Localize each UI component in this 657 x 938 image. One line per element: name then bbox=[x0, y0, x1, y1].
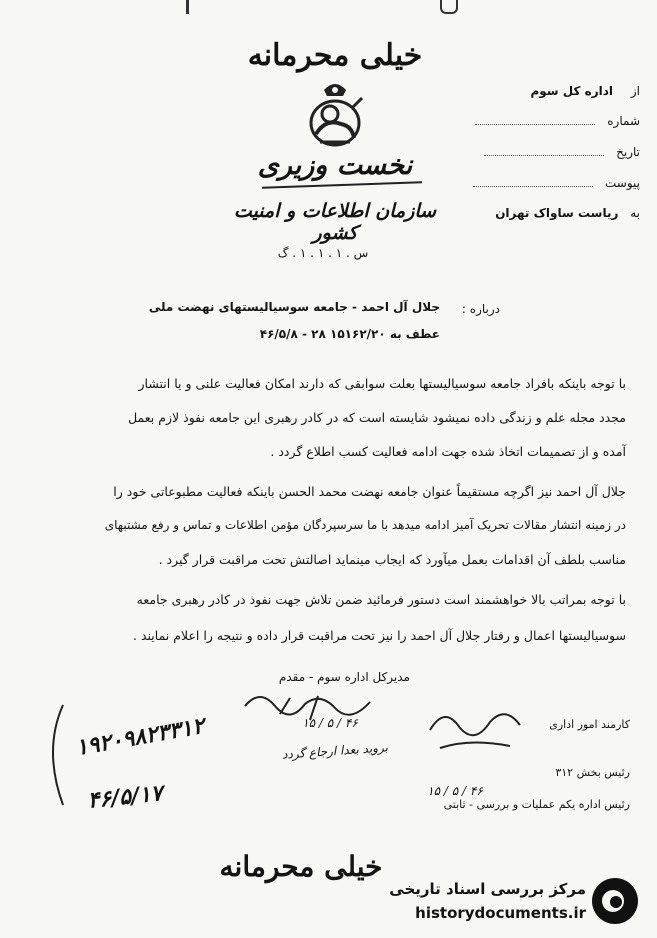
reference-code: س . ۱ . ۱ . ۱ . گ bbox=[277, 246, 369, 260]
edge-mark bbox=[186, 0, 189, 14]
subject-line-2: عطف به ۱۵۱۶۲/۲۰ ۲۸ - ۴۶/۵/۸ bbox=[259, 327, 440, 341]
secretary-title: کارمند امور اداری bbox=[549, 718, 630, 731]
secretary-signature-scribble bbox=[420, 700, 530, 760]
header-field-to bbox=[440, 206, 640, 220]
header-field-attachment bbox=[450, 176, 640, 190]
field-label: پیوست bbox=[605, 176, 640, 190]
lion-and-sun-emblem bbox=[296, 78, 374, 150]
subject-line-1: جلال آل احمد - جامعه سوسیالیستهای نهضت ملی bbox=[148, 300, 440, 314]
field-label: شماره bbox=[607, 114, 640, 128]
director-date: ۱۵ / ۵ / ۴۶ bbox=[302, 716, 358, 730]
body-line: سوسیالیستها اعمال و رفتار جلال آل احمد را نیز تحت مراقبت قرار داده و نتیجه را اعلام نمایند . bbox=[133, 628, 626, 643]
director-signature-title: مدیرکل اداره سوم - مقدم bbox=[278, 670, 410, 684]
body-line: مجدد مجله علم و زندگی داده نمیشود شایسته است که در کادر رهبری این جامعه نفوذ لازم بعمل bbox=[128, 410, 626, 425]
field-value: ریاست ساواک تهران bbox=[495, 206, 619, 220]
header-field-from bbox=[460, 84, 640, 98]
body-line: با توجه باینکه بافراد جامعه سوسیالیستها بعلت سوابقی که دارند امکان فعالیت علنی و یا انتشار bbox=[138, 376, 626, 391]
field-label: تاریخ bbox=[616, 145, 640, 159]
title-underline bbox=[262, 181, 422, 189]
body-line: جلال آل احمد نیز اگرچه مستقیماً عنوان جامعه نهضت محمد الحسن باینکه فعالیت مطبوعاتی خود را bbox=[113, 484, 626, 499]
field-blank bbox=[473, 186, 593, 187]
office-head-title: رئیس اداره یکم عملیات و بررسی - ثابتی bbox=[443, 798, 630, 811]
classification-stamp-bottom: خیلی محرمانه bbox=[219, 850, 383, 883]
body-line: مناسب بلطف آن اقدامات بعمل میآورد که ایجاب مینماید اصالتش تحت مراقبت قرار گیرد . bbox=[158, 552, 626, 567]
watermark-logo-icon bbox=[592, 878, 638, 924]
handwritten-note: بروید بعدا ارجاع گردد bbox=[281, 740, 389, 762]
field-label: به bbox=[630, 206, 640, 220]
handwritten-registry-number: ۱۹۲۰۹۸۲۳۳۱۲ bbox=[73, 712, 207, 762]
subject-label: درباره : bbox=[461, 302, 500, 316]
field-blank bbox=[475, 124, 595, 125]
registry-bracket bbox=[38, 700, 68, 810]
watermark-url: historydocuments.ir bbox=[415, 904, 586, 922]
body-line: با توجه بمراتب بالا خواهشمند است دستور فرمائید ضمن تلاش جهت نفوذ در کادر رهبری جامعه bbox=[136, 592, 626, 607]
header-field-number bbox=[450, 114, 640, 128]
field-label: از bbox=[630, 84, 640, 98]
organization-name: سازمان اطلاعات و امنیت کشور bbox=[233, 200, 437, 244]
body-line: در زمینه انتشار مقالات تحریک آمیز ادامه میدهد با ما سرسپردگان مؤمن اطلاعات و تماس و رفع مشتبهای bbox=[104, 518, 626, 532]
ministry-title: نخست وزیری bbox=[257, 150, 413, 181]
classification-stamp-top: خیلی محرمانه bbox=[247, 38, 423, 73]
header-field-date bbox=[450, 145, 640, 159]
watermark-title: مرکز بررسی اسناد تاریخی bbox=[389, 880, 586, 898]
body-line: آمده و از تصمیمات اتخاذ شده جهت ادامه فعالیت کسب اطلاع گردد . bbox=[270, 444, 626, 459]
dept-date: ۱۵ / ۵ / ۴۶ bbox=[427, 784, 483, 798]
dept-head-title: رئیس بخش ۳۱۲ bbox=[555, 766, 630, 779]
field-value: اداره کل سوم bbox=[530, 84, 614, 98]
handwritten-registry-date: ۴۶/۵/۱۷ bbox=[86, 780, 164, 814]
edge-mark bbox=[440, 0, 458, 14]
field-blank bbox=[484, 155, 604, 156]
